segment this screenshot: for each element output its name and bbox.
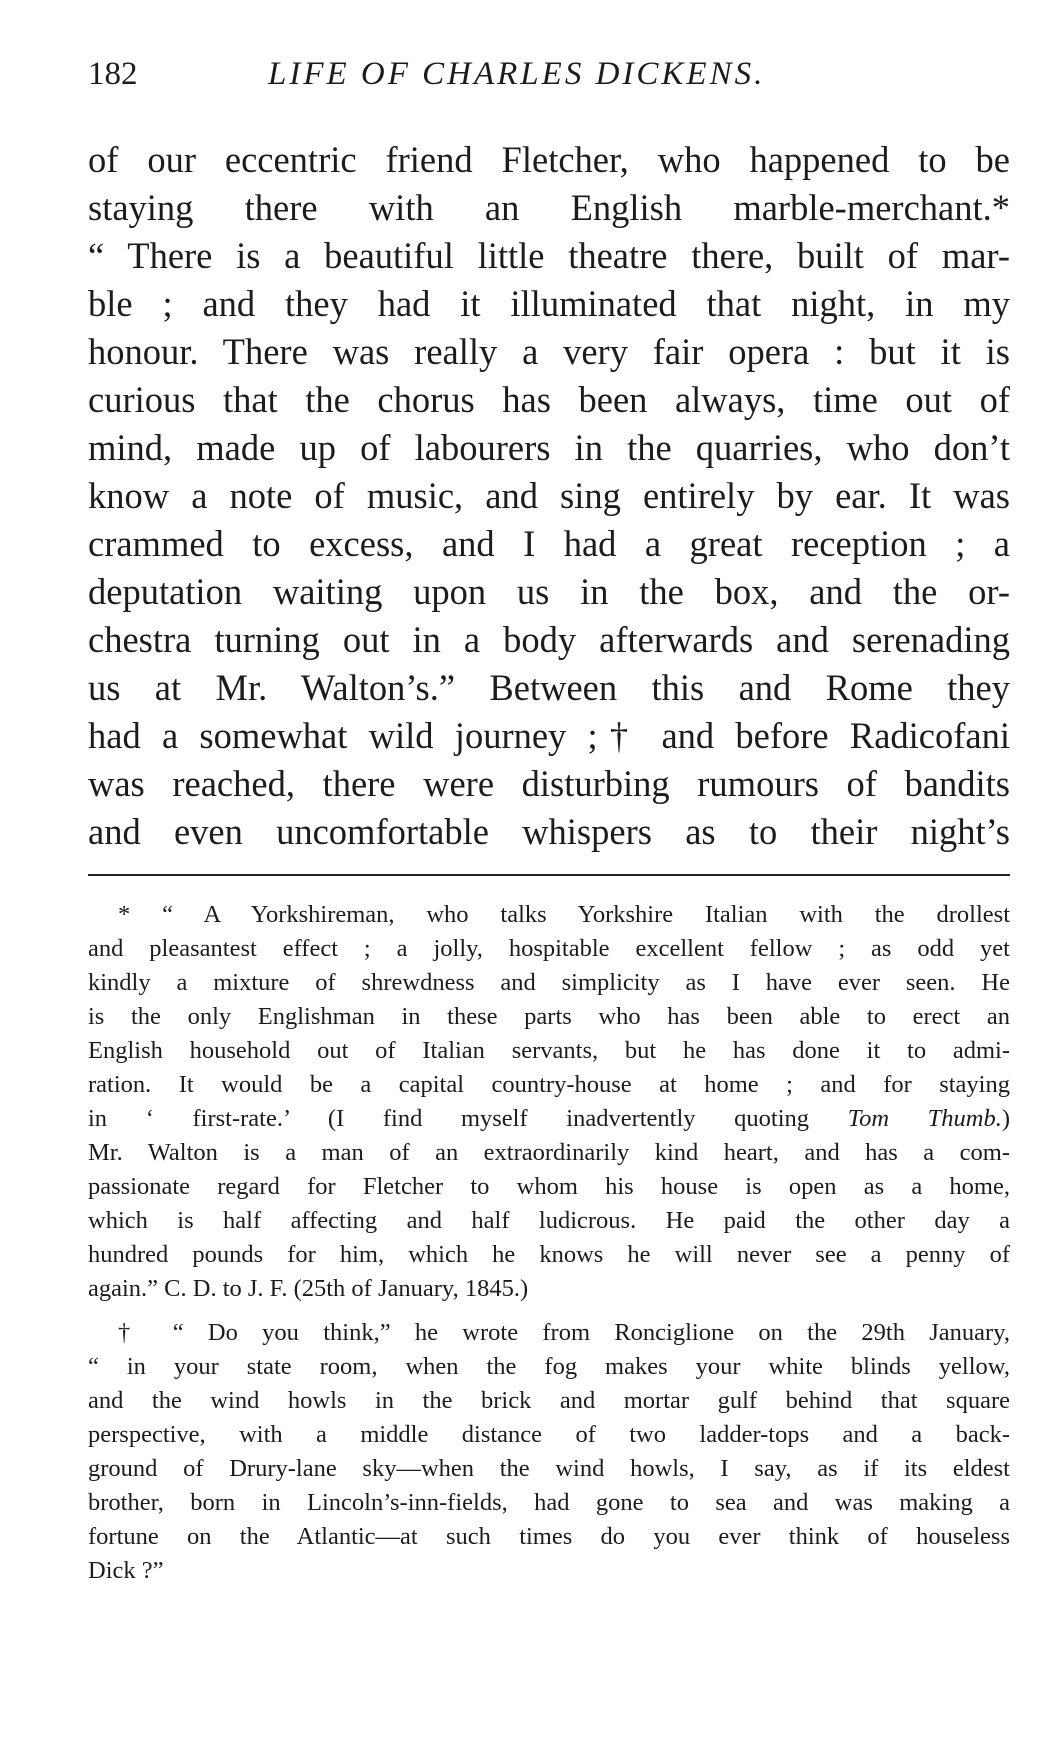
footnote-line: and the wind howls in the brick and mortar gulf behind that square [88, 1387, 1010, 1414]
body-line: was reached, there were disturbing rumours of bandits [88, 763, 1010, 804]
running-title: LIFE OF CHARLES DICKENS. [268, 56, 766, 92]
footnote-line-with-title [88, 1102, 1010, 1136]
footnote-line: hundred pounds for him, which he knows he will never see a penny of [88, 1241, 1010, 1268]
footnote-line: Dick ?” [88, 1557, 164, 1584]
body-line: deputation waiting upon us in the box, and the or- [88, 571, 1010, 612]
footnote-line: “ in your state room, when the fog makes your white blinds yellow, [88, 1353, 1010, 1380]
body-line: of our eccentric friend Fletcher, who happened to be [88, 139, 1010, 180]
body-text [88, 136, 1010, 856]
body-line: had a somewhat wild journey ;† and before Radicofani [88, 715, 1010, 756]
footnote-line: ground of Drury-lane sky—when the wind howls, I say, as if its eldest [88, 1455, 1010, 1482]
footnote-line: is the only Englishman in these parts who has been able to erect an [88, 1003, 1010, 1030]
footnote-line: fortune on the Atlantic—at such times do you ever think of houseless [88, 1523, 1010, 1550]
footnote-line: and pleasantest effect ; a jolly, hospitable excellent fellow ; as odd yet [88, 935, 1010, 962]
body-line: mind, made up of labourers in the quarries, who don’t [88, 427, 1010, 468]
footnote-line: * “ A Yorkshireman, who talks Yorkshire Italian with the drollest [118, 901, 1010, 928]
footnote-line: † “ Do you think,” he wrote from Ronciglione on the 29th January, [118, 1319, 1010, 1346]
footnote-line: English household out of Italian servants, but he has done it to admi- [88, 1037, 1010, 1064]
page-number: 182 [88, 56, 138, 92]
closing-paren: ) [1001, 1105, 1011, 1132]
body-line: us at Mr. Walton’s.” Between this and Rome they [88, 667, 1010, 708]
footnote-line: which is half affecting and half ludicrous. He paid the other day a [88, 1207, 1010, 1234]
footnote-line: perspective, with a middle distance of two ladder-tops and a back- [88, 1421, 1010, 1448]
body-line: and even uncomfortable whispers as to their night’s [88, 811, 1010, 852]
running-head [88, 48, 1010, 100]
footnote-dagger [88, 1316, 1010, 1588]
book-page [88, 48, 1010, 1588]
body-line: crammed to excess, and I had a great reception ; a [88, 523, 1010, 564]
footnote-line: Mr. Walton is a man of an extraordinarily kind heart, and has a com- [88, 1139, 1010, 1166]
body-line: “ There is a beautiful little theatre there, built of mar- [88, 235, 1010, 276]
footnote-line: kindly a mixture of shrewdness and simplicity as I have ever seen. He [88, 969, 1010, 996]
body-line: honour. There was really a very fair opera : but it is [88, 331, 1010, 372]
italic-title: Tom Thumb. [847, 1105, 1002, 1132]
body-line: ble ; and they had it illuminated that night, in my [88, 283, 1010, 324]
footnote-line: ration. It would be a capital country-house at home ; and for staying [88, 1071, 1010, 1098]
body-line: know a note of music, and sing entirely by ear. It was [88, 475, 1010, 516]
footnote-line-text: in ‘ first-rate.’ (I find myself inadvertently quoting [88, 1105, 810, 1132]
footnote-line: again.” C. D. to J. F. (25th of January, 1845.) [88, 1275, 529, 1302]
footnote-line: brother, born in Lincoln’s-inn-fields, had gone to sea and was making a [88, 1489, 1010, 1516]
body-line: chestra turning out in a body afterwards and serenading [88, 619, 1010, 660]
footnote-asterisk [88, 898, 1010, 1306]
footnote-divider [88, 874, 1010, 876]
footnote-line: passionate regard for Fletcher to whom his house is open as a home, [88, 1173, 1010, 1200]
body-line: staying there with an English marble-merchant.* [88, 187, 1010, 228]
body-line: curious that the chorus has been always, time out of [88, 379, 1010, 420]
